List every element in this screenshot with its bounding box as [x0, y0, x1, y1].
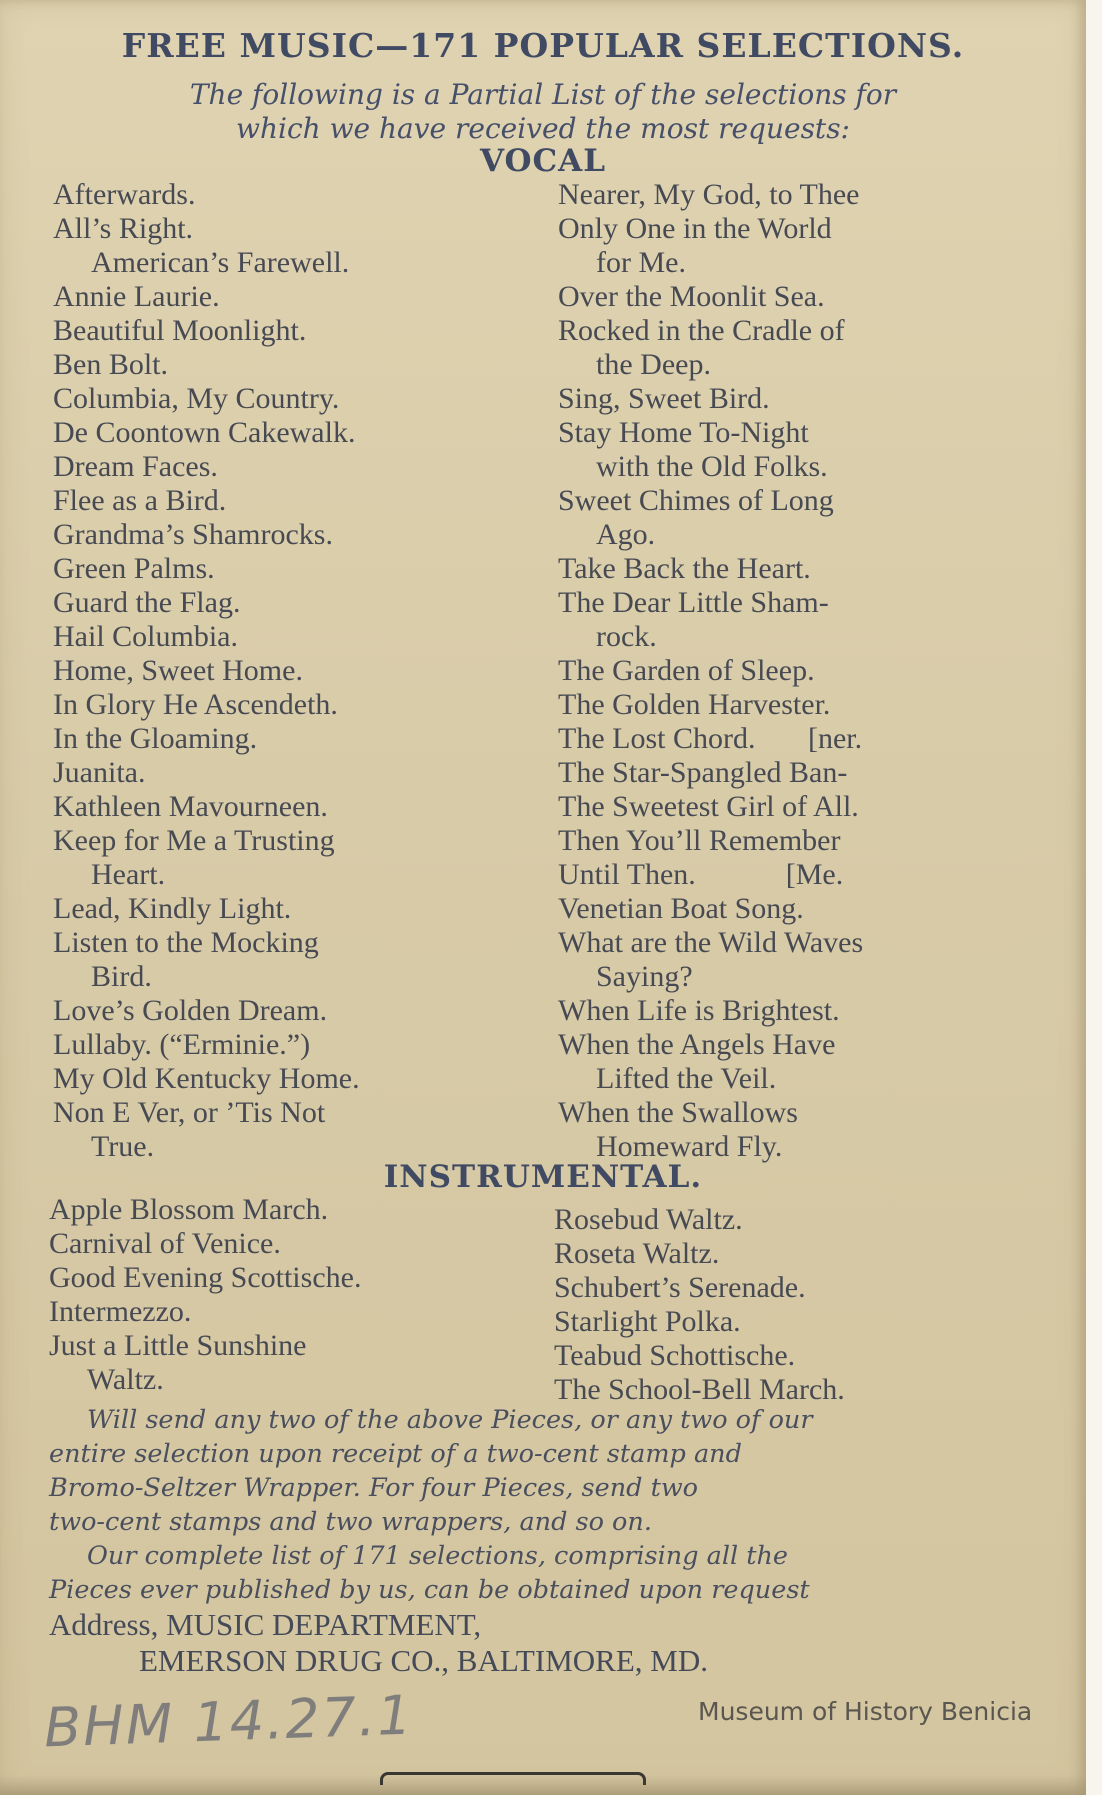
offer-line: Will send any two of the above Pieces, or any two of our [87, 1405, 813, 1435]
instrumental-heading: INSTRUMENTAL. [383, 1159, 703, 1195]
list-item: rock. [596, 620, 657, 653]
address-block [49, 1607, 708, 1679]
list-item: The Star-Spangled Ban- [558, 756, 848, 789]
list-item: Green Palms. [53, 552, 215, 585]
list-item: Just a Little Sunshine [49, 1329, 307, 1362]
list-item: Venetian Boat Song. [558, 892, 804, 925]
list-item: Heart. [91, 858, 166, 891]
offer-line: two-cent stamps and two wrappers, and so on. [49, 1507, 652, 1537]
vocal-list-left [53, 178, 360, 1164]
complete-list-paragraph [49, 1539, 989, 1607]
list-item: Keep for Me a Trusting [53, 824, 335, 857]
page-title: FREE MUSIC—171 POPULAR SELECTIONS. [121, 26, 965, 65]
list-item: Bird. [91, 960, 152, 993]
list-item: Starlight Polka. [554, 1305, 741, 1338]
list-item: In Glory He Ascendeth. [53, 688, 338, 721]
list-item: True. [91, 1130, 155, 1163]
list-item: Grandma’s Shamrocks. [53, 518, 333, 551]
list-item: Listen to the Mocking [53, 926, 319, 959]
list-item: The Garden of Sleep. [558, 654, 815, 687]
list-item: Love’s Golden Dream. [53, 994, 328, 1027]
list-item: When the Angels Have [558, 1028, 836, 1061]
list-item: Teabud Schottische. [554, 1339, 796, 1372]
list-item: Intermezzo. [49, 1295, 192, 1328]
vocal-heading: VOCAL [479, 143, 607, 179]
vocal-list-right [558, 178, 863, 1164]
museum-watermark: Museum of History Benicia [698, 1697, 1033, 1726]
list-item: Rocked in the Cradle of [558, 314, 845, 347]
list-item: Over the Moonlit Sea. [558, 280, 825, 313]
list-item: De Coontown Cakewalk. [53, 416, 356, 449]
list-item: Waltz. [87, 1363, 164, 1396]
list-item: Columbia, My Country. [53, 382, 340, 415]
list-item: Home, Sweet Home. [53, 654, 303, 687]
list-item: the Deep. [596, 348, 711, 381]
page-edge [1086, 0, 1102, 1795]
list-item: American’s Farewell. [91, 246, 350, 279]
list-item: Guard the Flag. [53, 586, 241, 619]
list-item: Stay Home To-Night [558, 416, 809, 449]
list-item: Carnival of Venice. [49, 1227, 281, 1260]
list-item: Good Evening Scottische. [49, 1261, 362, 1294]
offer-line: Bromo-Seltzer Wrapper. For four Pieces, send two [49, 1473, 698, 1503]
intro-line-1: The following is a Partial List of the selections for [189, 78, 897, 111]
list-item: Homeward Fly. [596, 1130, 783, 1163]
list-item: Lead, Kindly Light. [53, 892, 292, 925]
complete-list-line: Our complete list of 171 selections, comprising all the [87, 1541, 789, 1571]
list-item: Rosebud Waltz. [554, 1203, 743, 1236]
catalog-number: BHM 14.27.1 [43, 1683, 415, 1760]
company-line: EMERSON DRUG CO., BALTIMORE, MD. [139, 1643, 708, 1678]
list-item: Saying? [596, 960, 693, 993]
list-item: The School-Bell March. [554, 1373, 845, 1406]
list-item: All’s Right. [53, 212, 194, 245]
list-item: Lullaby. (“Erminie.”) [53, 1028, 311, 1061]
list-item: The Golden Harvester. [558, 688, 831, 721]
offer-line: entire selection upon receipt of a two-cent stamp and [49, 1439, 742, 1469]
list-item: Non E Ver, or ’Tis Not [53, 1096, 326, 1129]
list-item: for Me. [596, 246, 686, 279]
list-item: Juanita. [53, 756, 146, 789]
list-item: Sweet Chimes of Long [558, 484, 834, 517]
list-item: Apple Blossom March. [49, 1193, 329, 1226]
address-line: Address, MUSIC DEPARTMENT, [49, 1607, 482, 1642]
list-item: Lifted the Veil. [596, 1062, 777, 1095]
complete-list-line: Pieces ever published by us, can be obtained upon request [49, 1575, 810, 1605]
list-item: Hail Columbia. [53, 620, 238, 653]
list-item: When Life is Brightest. [558, 994, 840, 1027]
list-item: Dream Faces. [53, 450, 218, 483]
list-item: Nearer, My God, to Thee [558, 178, 860, 211]
instrumental-list-right [554, 1203, 845, 1407]
list-item: What are the Wild Waves [558, 926, 864, 959]
list-item: Sing, Sweet Bird. [558, 382, 770, 415]
intro-line-2: which we have received the most requests: [236, 112, 850, 145]
offer-paragraph [49, 1403, 989, 1539]
list-item: Kathleen Mavourneen. [53, 790, 328, 823]
list-item: Beautiful Moonlight. [53, 314, 307, 347]
list-item: Afterwards. [53, 178, 196, 211]
list-item: The Lost Chord. [ner. [558, 722, 863, 755]
list-item: Only One in the World [558, 212, 832, 245]
list-item: Flee as a Bird. [53, 484, 227, 517]
list-item: with the Old Folks. [596, 450, 828, 483]
list-item: In the Gloaming. [53, 722, 258, 755]
list-item: Schubert’s Serenade. [554, 1271, 806, 1304]
list-item: Ben Bolt. [53, 348, 169, 381]
list-item: Until Then. [Me. [558, 858, 844, 891]
list-item: My Old Kentucky Home. [53, 1062, 360, 1095]
list-item: The Sweetest Girl of All. [558, 790, 859, 823]
list-item: Annie Laurie. [53, 280, 220, 313]
list-item: The Dear Little Sham- [558, 586, 829, 619]
list-item: Then You’ll Remember [558, 824, 841, 857]
instrumental-list-left [49, 1193, 361, 1397]
list-item: Ago. [596, 518, 656, 551]
list-item: Roseta Waltz. [554, 1237, 720, 1270]
list-item: Take Back the Heart. [558, 552, 811, 585]
list-item: When the Swallows [558, 1096, 798, 1129]
binding-staple [380, 1772, 646, 1785]
